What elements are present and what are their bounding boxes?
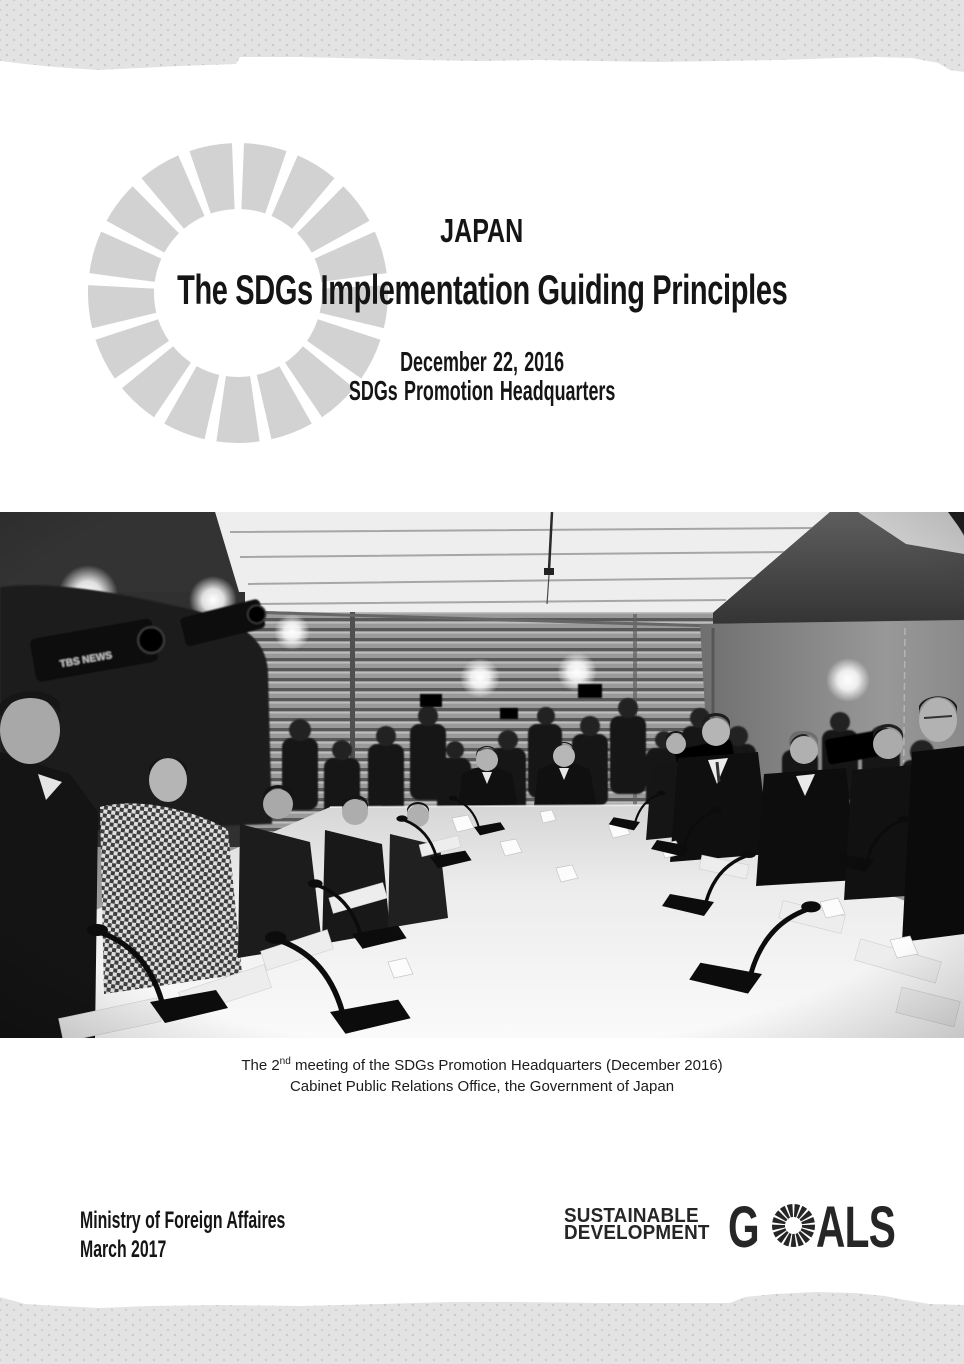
torn-paper-top-bar <box>0 0 964 78</box>
caption-ordinal-suffix: nd <box>279 1056 291 1067</box>
country-heading-text: JAPAN <box>440 212 524 249</box>
publisher-block <box>80 1206 391 1264</box>
adoption-date-text: December 22, 2016 <box>400 346 564 377</box>
caption-line-2: Cabinet Public Relations Office, the Government of Japan <box>289 1078 675 1095</box>
publisher-name-text: Ministry of Foreign Affaires <box>80 1207 286 1234</box>
country-heading <box>0 212 964 250</box>
adoption-date <box>0 346 964 378</box>
caption-text-rest: meeting of the SDGs Promotion Headquarters (December 2016) <box>290 1057 723 1074</box>
sdg-goals-logo <box>564 1195 929 1260</box>
sdg-goals-text <box>728 1195 929 1260</box>
meeting-photo <box>0 512 964 1038</box>
caption-text: The 2 <box>241 1057 280 1074</box>
goals-letter-g: G <box>728 1195 760 1260</box>
publisher-name <box>80 1206 391 1235</box>
sdg-wheel-o-icon <box>772 1204 815 1247</box>
sdg-word-development: DEVELOPMENT <box>564 1220 710 1244</box>
publish-date-text: March 2017 <box>80 1236 167 1263</box>
sdg-logo-wordmark <box>564 1204 722 1244</box>
caption-line-1 <box>0 1051 964 1076</box>
photo-caption <box>0 1051 964 1097</box>
goals-letters-als: ALS <box>816 1195 896 1260</box>
issuing-body <box>0 375 964 407</box>
page-title-text: The SDGs Implementation Guiding Principles <box>176 266 788 313</box>
sdg-word-sustainable: SUSTAINABLE <box>564 1204 699 1227</box>
page-title <box>0 266 964 314</box>
publish-date <box>80 1235 391 1264</box>
torn-paper-bottom-bar <box>0 1290 964 1364</box>
issuing-body-text: SDGs Promotion Headquarters <box>348 375 616 406</box>
photo-vignette <box>0 512 964 1038</box>
